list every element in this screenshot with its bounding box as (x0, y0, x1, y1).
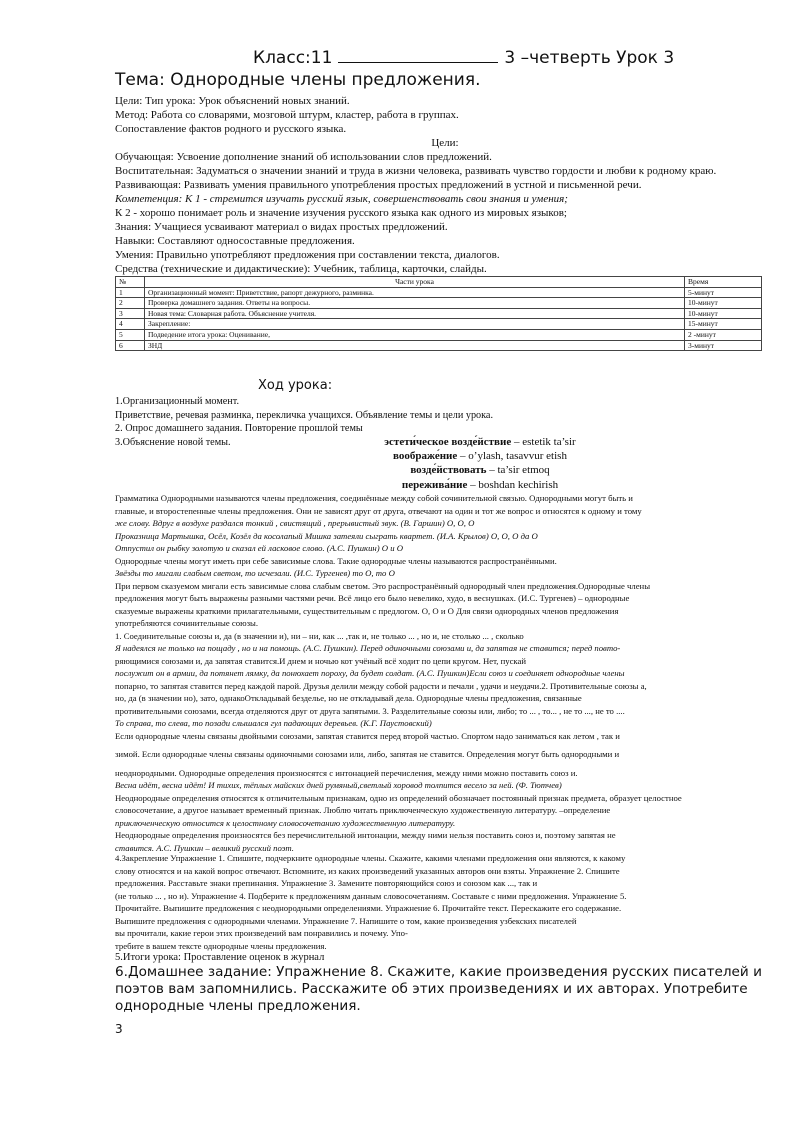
vocab-translation: – boshdan kechirish (467, 478, 559, 491)
grammar-line: Если однородные члены связаны двойными союзами, запятая ставится перед второй частью. Спортом надо заниматься как летом , так и (115, 730, 620, 741)
grammar-line: Однородные члены могут иметь при себе зависимые слова. Такие однородные члены называются распространёнными. (115, 555, 557, 566)
goal-line: Воспитательная: Задуматься о значении знаний и труда в жизни человека, развивать чувство гордости и любви к родному краю. (115, 165, 717, 177)
grammar-line: 1. Соединительные союзы и, да (в значении и), ни – ни, как ... ,так и, не только ... , но и, не столько ... , сколько (115, 630, 524, 641)
vocab-item (300, 449, 660, 463)
table-cell: 6 (116, 340, 145, 351)
exercise-line: Выпишите предложения с однородными членами. Упражнение 7. Напишите о том, какие произведения узбекских писателей (115, 915, 577, 926)
step-line: Приветствие, речевая разминка, перекличка учащихся. Объявление темы и цели урока. (115, 409, 494, 421)
table-cell: Организационный момент: Приветствие, рапорт дежурного, разминка. (145, 287, 685, 298)
grammar-line: Отпустил он рыбку золотую и сказал ей ласковое слово. (А.С. Пушкин) О и О (115, 543, 404, 553)
grammar-line: При первом сказуемом мигали есть зависимые слова слабым светом. Это распространённый однородный член предложения.Однородные члены (115, 580, 651, 591)
table-header-cell: № (116, 277, 145, 288)
lesson-flow-title: Ход урока: (258, 378, 333, 393)
homework-assignment: 6.Домашнее задание: Упражнение 8. Скажите, какие произведения русских писателей и поэтов вам запомнились. Расскажите об этих произведениях и их авторах. Употребите однородные члены предложения. (115, 964, 762, 1014)
grammar-line: ряющимися союзами и, да запятая ставится.И днем и ночью кот учёный всё ходит по цепи кругом. Нет, пускай (115, 655, 527, 666)
blank-line (338, 48, 498, 63)
table-cell: 1 (116, 287, 145, 298)
goals-intro-line: Сопоставление фактов родного и русского языка. (115, 123, 347, 135)
exercise-line: предложения. Расставьте знаки препинания. Упражнение 3. Замените повторяющийся союз и союзом как ..., так и (115, 878, 538, 888)
grammar-section (115, 492, 775, 854)
class-label: Класс:11 (253, 48, 333, 68)
goal-line: Навыки: Составляют односоставные предложения. (115, 235, 355, 247)
vocab-term: воображе́ние (393, 450, 458, 463)
table-cell: 3-минут (685, 340, 762, 351)
grammar-line: приключенческую относится к целостному словосочетанию художественную литературу. (115, 817, 456, 828)
table-cell: 10-минут (685, 308, 762, 319)
table-cell: 5 (116, 329, 145, 340)
vocab-translation: – estetik ta’sir (511, 436, 576, 448)
table-row (116, 298, 762, 309)
topic-title: Тема: Однородные члены предложения. (115, 70, 481, 90)
exercise-line: слову относятся и на какой вопрос отвечают. Вспомните, из каких произведений указанных авторов они взяты. Упражнение 2. Спишите (115, 865, 620, 876)
lesson-header (253, 48, 674, 68)
goal-line: К 2 - хорошо понимает роль и значение изучения русского языка как одного из мировых языков; (115, 207, 567, 219)
grammar-line: зимой. Если однородные члены связаны одиночными союзами или, либо, запятая не ставится. Определения могут быть однородными и (115, 749, 620, 759)
grammar-line: попарно, то запятая ставится перед каждой парой. Друзья делили между собой радости и печали , удачи и неудачи.2. Противительные союзы а, (115, 680, 647, 691)
table-header-row (116, 277, 762, 288)
exercise-line: (не только ... , но и). Упражнение 4. Подберите к предложениям данным словосочетаниям. Составьте с ними предложения. Упражнение 5. (115, 890, 627, 901)
table-cell: 10-минут (685, 298, 762, 309)
grammar-line: сказуемые выражены краткими прилагательными, существительным с предлогом. О, О и О Для связи однородных членов предложения (115, 605, 619, 616)
table-cell: Проверка домашнего задания. Ответы на вопросы. (145, 298, 685, 309)
goals-intro-line: Цели: Тип урока: Урок объяснений новых знаний. (115, 95, 350, 107)
grammar-line: Весна идёт, весна идёт! И тихих, тёплых майских дней румяный,светлый хоровод толпится весело за ней. (Ф. Тютчев) (115, 780, 562, 790)
vocab-translation: – ta’sir etmoq (486, 464, 550, 477)
goal-line: Обучающая: Усвоение дополнение знаний об использовании слов предложений. (115, 151, 492, 163)
exercises-section (115, 852, 775, 965)
exercise-line: 4.Закрепление Упражнение 1. Спишите, подчеркните однородные члены. Скажите, какими членами предложения они являются, к какому (115, 853, 626, 863)
step-line: 2. Опрос домашнего задания. Повторение прошлой темы (115, 423, 363, 434)
grammar-line: послужит он в армии, да потянет лямку, да понюхает пороху, да будет солдат. (А.С. Пушкин)Если союз и соединяет однородные члены (115, 668, 625, 678)
table-cell: 4 (116, 319, 145, 330)
grammar-line: Неоднородные определения произносятся без перечислительной интонации, между ними нельзя поставить союз и, поэтому запятая не (115, 830, 616, 840)
grammar-line: Я надеялся не только на пощаду , но и на помощь. (А.С. Пушкин). Перед одиночными союзами и, да запятая не ставится; перед повто- (115, 643, 621, 653)
vocab-term: эстети́ческое возде́йствие (384, 436, 512, 448)
quarter-label: 3 –четверть Урок 3 (504, 48, 675, 68)
table-row (116, 319, 762, 330)
table-cell: 15-минут (685, 319, 762, 330)
exercise-line: вы прочитали, какие герои этих произведений вам понравились и почему. Упо- (115, 928, 408, 938)
vocabulary-list (300, 435, 660, 492)
exercise-line: Прочитайте. Выпишите предложения с неоднородными определениями. Упражнение 6. Прочитайте текст. Перескажите его содержание. (115, 903, 622, 913)
grammar-line: употребляются сочинительные союзы. (115, 618, 259, 628)
grammar-line: Звёзды то мигали слабым светом, то исчезали. (И.С. Тургенев) то О, то О (115, 568, 395, 578)
grammar-line: Проказница Мартышка, Осёл, Козёл да косолапый Мишка затеяли сыграть квартет. (И.А. Крылов) О, О, О да О (115, 530, 538, 541)
grammar-line: предложения могут быть выражены разными частями речи. Всё лицо его было невелико, худо, в веснушках. (И.С. Тургенев) – однородные (115, 593, 630, 603)
grammar-line: ставится. А.С. Пушкин – великий русский поэт. (115, 842, 294, 853)
step-line: 3.Объяснение новой темы. (115, 436, 231, 448)
table-cell: Подведение итога урока: Оценивание, (145, 329, 685, 340)
goals-intro (115, 94, 775, 276)
exercise-line: требите в вашем тексте однородные члены предложения. (115, 940, 327, 951)
table-cell: 3 (116, 308, 145, 319)
table-header-cell: Время (685, 277, 762, 288)
grammar-line: но, да (в значении но), зато, однакоОткладывай безделье, но не откладывай дела. Однородные члены предложения, связанные (115, 693, 582, 703)
goal-line: Средства (технические и дидактические): Учебник, таблица, карточки, слайды. (115, 263, 487, 275)
goal-line: Развивающая: Развивать умения правильного употребления простых предложений в устной и письменной речи. (115, 179, 642, 191)
goal-line: Умения: Правильно употребляют предложения при составлении текста, диалогов. (115, 249, 500, 261)
vocab-term: возде́йствовать (410, 464, 487, 477)
vocab-item (300, 478, 660, 492)
summary-line: 5.Итоги урока: Проставление оценок в журнал (115, 952, 325, 963)
grammar-line: неоднородными. Однородные определения произносятся с интонацией перечисления, между ними можно поставить союз и. (115, 767, 578, 778)
table-row (116, 329, 762, 340)
table-header-cell: Части урока (145, 277, 685, 288)
table-cell: 5-минут (685, 287, 762, 298)
table-cell: ЗНД (145, 340, 685, 351)
vocab-translation: – o’ylash, tasavvur etish (457, 450, 567, 463)
grammar-line: Грамматика Однородными называются члены предложения, соединённые между собой сочинительной связью. Однородными могут быть и (115, 493, 633, 503)
goals-intro-line: Метод: Работа со словарями, мозговой штурм, кластер, работа в группах. (115, 109, 459, 121)
table-cell: 2 -минут (685, 329, 762, 340)
goal-line: Знания: Учащиеся усваивают материал о видах простых предложений. (115, 221, 448, 233)
vocab-term: пережива́ние (401, 478, 468, 491)
goal-line: Компетенция: К 1 - стремится изучать русский язык, совершенствовать свои знания и умения; (115, 193, 568, 205)
step-line: 1.Организационный момент. (115, 396, 239, 407)
table-cell: 2 (116, 298, 145, 309)
table-cell: Закрепление: (145, 319, 685, 330)
vocab-item (300, 435, 660, 449)
table-row (116, 308, 762, 319)
grammar-line: словосочетание, а другое называет временный признак. Люблю читать приключенческую художественную литературу. –определение (115, 805, 611, 815)
table-row (116, 340, 762, 351)
grammar-line: противительными союзами, всегда отделяются друг от друга запятыми. 3. Разделительные союзы или, либо; то ... , то... , не то ..., не то .... (115, 705, 625, 716)
lesson-plan-table (115, 276, 762, 351)
grammar-line: главные, и второстепенные члены предложения. Они не зависят друг от друга, отвечают на один и тот же вопрос и относятся к одному и тому (115, 505, 642, 516)
grammar-line: Неоднородные определения относятся к отличительным признакам, одно из определений обозначает постоянный признак предмета, образует целостное (115, 792, 682, 803)
grammar-line: То справа, то слева, то позади слышался гул падающих деревьев. (К.Г. Паустовский) (115, 718, 432, 728)
grammar-line: же слову. Вдруг в воздухе раздался тонкий , свистящий , прерывистый звук. (В. Гаршин) О, О, О (115, 518, 475, 528)
page-number: 3 (115, 1022, 123, 1036)
goals-heading: Цели: (431, 137, 459, 149)
table-row (116, 287, 762, 298)
vocab-item (300, 463, 660, 477)
table-cell: Новая тема: Словарная работа. Объяснение учителя. (145, 308, 685, 319)
